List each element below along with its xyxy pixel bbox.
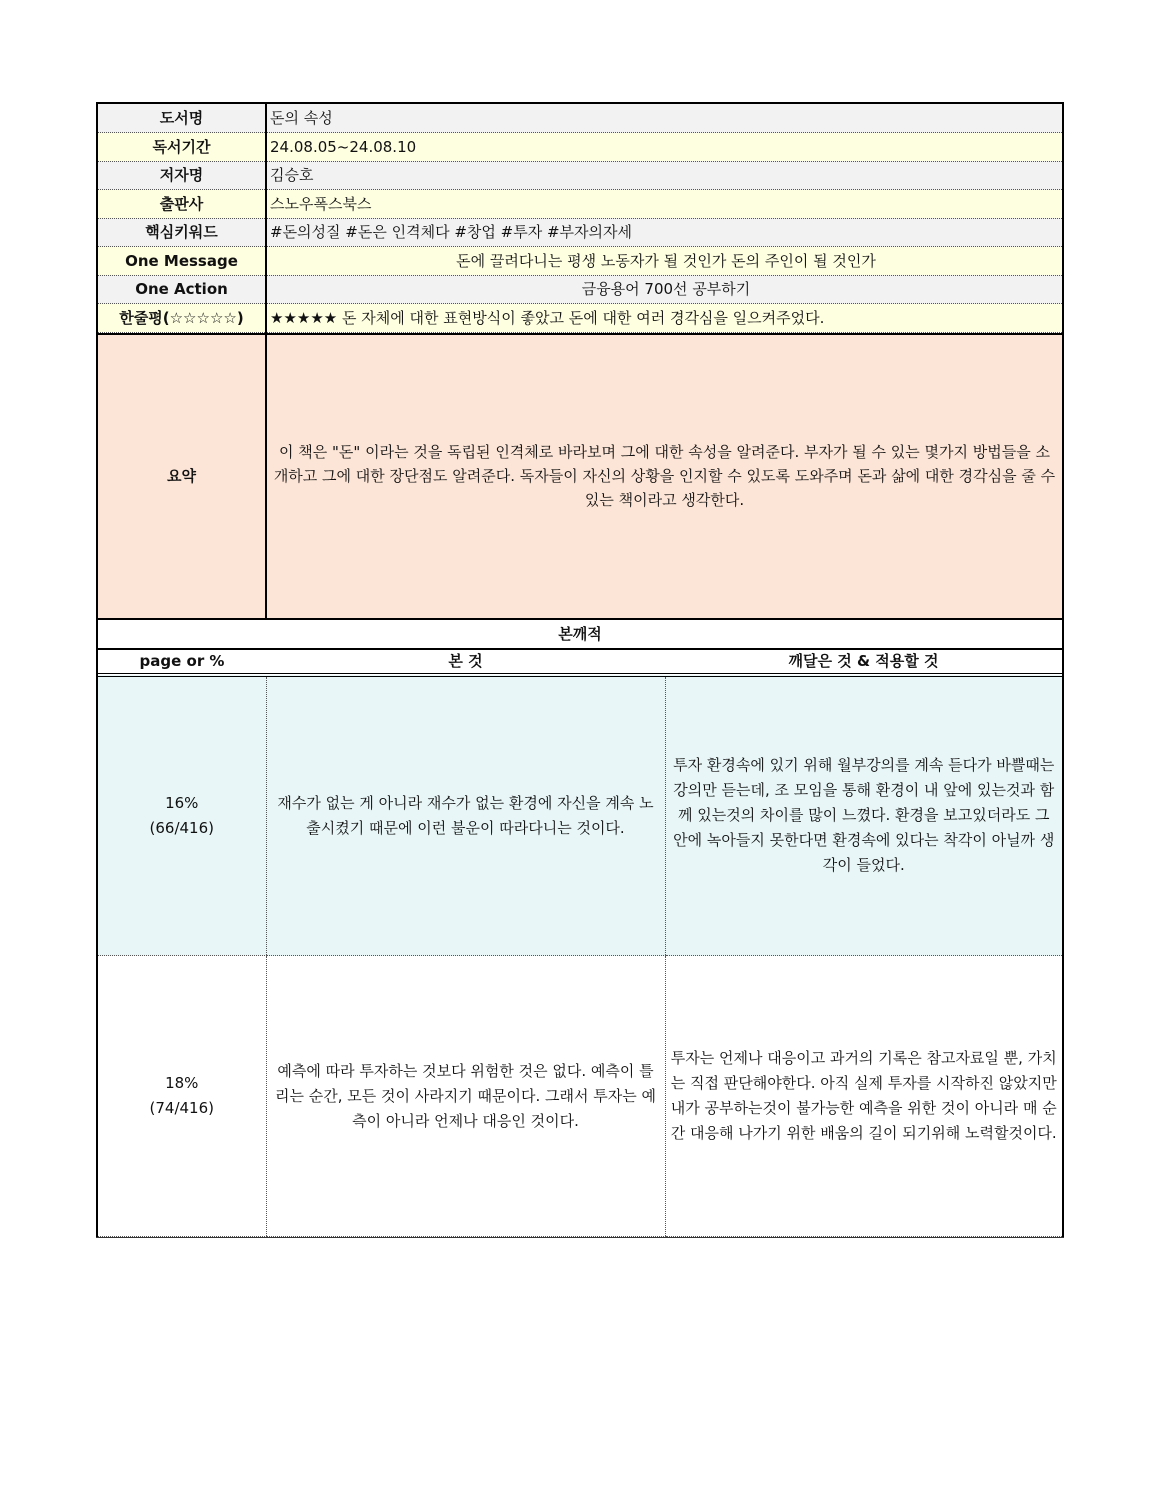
column-header-page: page or % xyxy=(98,649,266,675)
info-label-one-action: One Action xyxy=(98,275,266,304)
book-review-sheet xyxy=(96,102,1064,1237)
entry-page-percent: 18% xyxy=(165,1074,199,1092)
entry-page xyxy=(98,956,266,1237)
info-row-title xyxy=(98,104,1062,133)
section-title-row xyxy=(98,619,1062,649)
info-label-publisher: 출판사 xyxy=(98,190,266,219)
info-label-keywords: 핵심키워드 xyxy=(98,218,266,247)
column-header-seen: 본 것 xyxy=(266,649,665,675)
entry-page-detail: (74/416) xyxy=(149,1099,214,1117)
column-header-row xyxy=(98,649,1062,675)
entry-page xyxy=(98,675,266,956)
info-value-one-action: 금융용어 700선 공부하기 xyxy=(266,275,1062,304)
summary-table xyxy=(98,333,1062,618)
info-value-review: ★★★★★ 돈 자체에 대한 표현방식이 좋았고 돈에 대한 여러 경각심을 일으켜주었다. xyxy=(266,304,1062,333)
info-row-one-message xyxy=(98,247,1062,276)
info-label-title: 도서명 xyxy=(98,104,266,133)
info-row-publisher xyxy=(98,190,1062,219)
summary-text: 이 책은 "돈" 이라는 것을 독립된 인격체로 바라보며 그에 대한 속성을 알려준다. 부자가 될 수 있는 몇가지 방법들을 소개하고 그에 대한 장단점도 알려준다. 독자들이 자신의 상황을 인지할 수 있도록 도와주며 돈과 삶에 대한 경각심을 줄 수 있는 책이라고 생각한다. xyxy=(266,334,1062,618)
summary-row xyxy=(98,334,1062,618)
info-value-author: 김승호 xyxy=(266,161,1062,190)
info-row-keywords xyxy=(98,218,1062,247)
info-value-publisher: 스노우폭스북스 xyxy=(266,190,1062,219)
column-header-learned: 깨달은 것 & 적용할 것 xyxy=(665,649,1062,675)
section-title: 본깨적 xyxy=(98,619,1062,649)
info-row-review xyxy=(98,304,1062,333)
info-label-period: 독서기간 xyxy=(98,133,266,162)
info-label-review: 한줄평(☆☆☆☆☆) xyxy=(98,304,266,333)
entry-seen: 예측에 따라 투자하는 것보다 위험한 것은 없다. 예측이 틀리는 순간, 모든 것이 사라지기 때문이다. 그래서 투자는 예측이 아니라 언제나 대응인 것이다. xyxy=(266,956,665,1237)
summary-label: 요약 xyxy=(98,334,266,618)
info-label-author: 저자명 xyxy=(98,161,266,190)
table-row xyxy=(98,956,1062,1237)
entry-seen: 재수가 없는 게 아니라 재수가 없는 환경에 자신을 계속 노출시켰기 때문에 이런 불운이 따라다니는 것이다. xyxy=(266,675,665,956)
info-row-author xyxy=(98,161,1062,190)
info-row-one-action xyxy=(98,275,1062,304)
info-value-period: 24.08.05~24.08.10 xyxy=(266,133,1062,162)
info-value-title: 돈의 속성 xyxy=(266,104,1062,133)
book-info-table xyxy=(98,104,1062,333)
table-row xyxy=(98,675,1062,956)
entry-learned: 투자는 언제나 대응이고 과거의 기록은 참고자료일 뿐, 가치는 직접 판단해야한다. 아직 실제 투자를 시작하진 않았지만 내가 공부하는것이 불가능한 예측을 위한 것이 아니라 매 순간 대응해 나가기 위한 배움의 길이 되기위해 노력할것이다. xyxy=(665,956,1062,1237)
info-value-one-message: 돈에 끌려다니는 평생 노동자가 될 것인가 돈의 주인이 될 것인가 xyxy=(266,247,1062,276)
entry-page-detail: (66/416) xyxy=(149,818,214,837)
entry-learned: 투자 환경속에 있기 위해 월부강의를 계속 듣다가 바쁠때는 강의만 듣는데, 조 모임을 통해 환경이 내 앞에 있는것과 함께 있는것의 차이를 많이 느꼈다. 환경을 보고있더라도 그 안에 녹아들지 못한다면 환경속에 있다는 착각이 아닐까 생각이 들었다. xyxy=(665,675,1062,956)
info-value-keywords: #돈의성질 #돈은 인격체다 #창업 #투자 #부자의자세 xyxy=(266,218,1062,247)
notes-table xyxy=(98,618,1062,1238)
info-row-period xyxy=(98,133,1062,162)
entry-page-percent: 16% xyxy=(165,793,199,812)
info-label-one-message: One Message xyxy=(98,247,266,276)
